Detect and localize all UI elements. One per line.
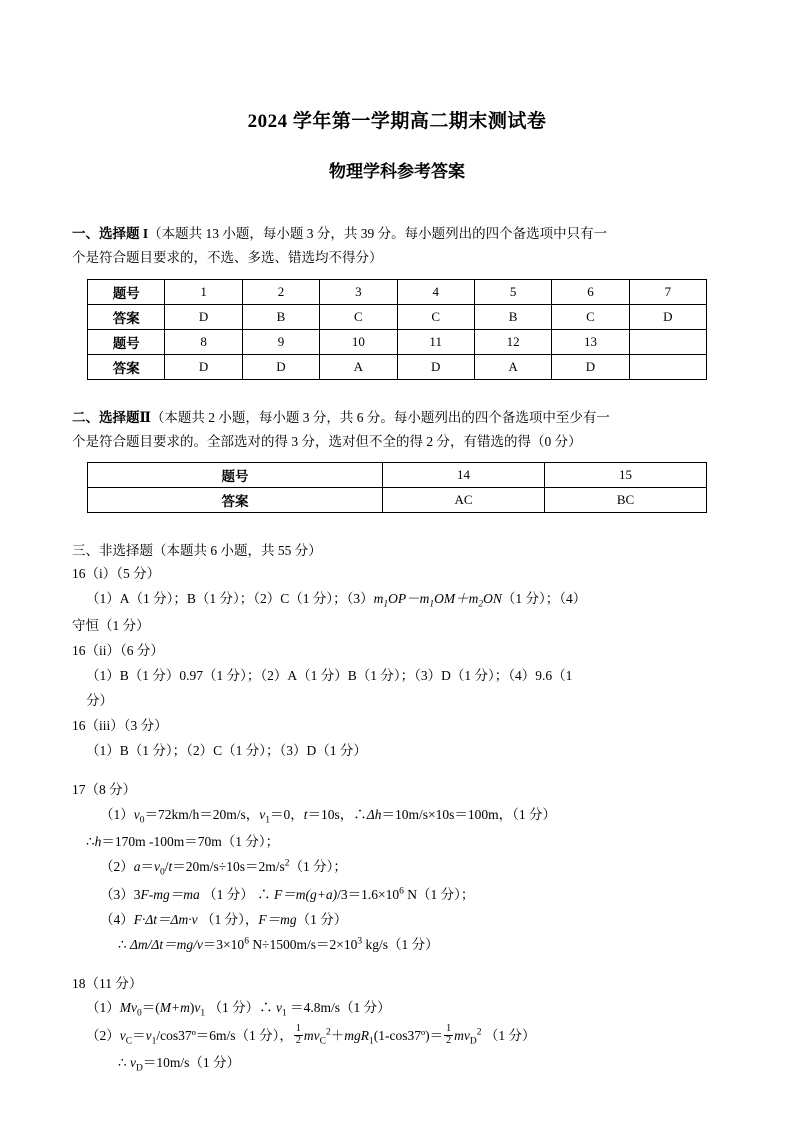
cell-q4: 4 xyxy=(397,280,474,305)
q17-line-6: ∴ $\Delta m/\Delta t=mg/v=3\times 10^6$ $N\div 1500m/s=2\times 10^3$ kg/s（1 分） xyxy=(118,936,439,952)
q17-line-3: $(2)a=v_0/t=20m/s\div 10s=2m/s^2(1$ 分）； xyxy=(100,858,347,879)
section-1-heading-bold: 一、选择题 I xyxy=(72,226,149,241)
cell-a14: AC xyxy=(382,487,544,512)
section-3-heading-bold: 三、非选择题 xyxy=(72,542,153,558)
q18-line-1: $(1)Mv_0=(M+m)v_1$ （1 分）∴ $v_1 =4.8m/s(1$ 分） xyxy=(86,1000,391,1020)
cell-a3: C xyxy=(320,305,397,330)
cell-a9: D xyxy=(242,355,319,380)
table-row xyxy=(88,487,707,512)
cell-q-empty xyxy=(629,330,706,355)
section-2-heading-bold: 二、选择题Ⅱ xyxy=(72,410,151,426)
cell-a10: A xyxy=(320,355,397,380)
section-3-heading-rest: （本题共 6 小题，共 55 分） xyxy=(153,542,322,558)
q17-heading: 17（8 分） xyxy=(72,782,137,798)
cell-q11: 11 xyxy=(397,330,474,355)
q18-heading: 18（11 分） xyxy=(72,975,143,991)
row2-label-answer: 答案 xyxy=(88,487,383,512)
page-subtitle: 物理学科参考答案 xyxy=(329,162,465,181)
cell-q10: 10 xyxy=(320,330,397,355)
row-label-answer: 答案 xyxy=(88,305,165,330)
row-label-answer-2: 答案 xyxy=(88,355,165,380)
cell-a5: B xyxy=(474,305,551,330)
q18-line-2: $(2)v_C=v_1/\cos 37º=6m/s(1$ 分）， $\frac{1}{2}$ $mv_C^2+mgR_1(1-\cos 37º)=$ $\frac{1}{2}$ $mv_D^2$ （1 分） xyxy=(86,1023,536,1047)
row-label-question-no-2: 题号 xyxy=(88,330,165,355)
q16-i-line-1 xyxy=(72,587,722,614)
cell-q12: 12 xyxy=(474,330,551,355)
cell-q5: 5 xyxy=(474,280,551,305)
section-2-heading-rest: （本题共 2 小题，每小题 3 分，共 6 分。每小题列出的四个备选项中至少有一 xyxy=(150,410,610,426)
cell-q14: 14 xyxy=(382,462,544,487)
cell-a-empty xyxy=(629,355,706,380)
q16-ii-heading: 16（ii）（6 分） xyxy=(72,643,164,659)
choice-answers-table-1 xyxy=(87,279,707,380)
q16-i-line-2: 守恒（1 分） xyxy=(72,618,150,634)
row-label-question-no: 题号 xyxy=(88,280,165,305)
cell-a12: A xyxy=(474,355,551,380)
table-row xyxy=(88,355,707,380)
table-row xyxy=(88,462,707,487)
cell-a8: D xyxy=(165,355,242,380)
cell-a13: D xyxy=(552,355,629,380)
fraction-half-1: $\frac{1}{2}$ xyxy=(295,1023,301,1047)
cell-a4: C xyxy=(397,305,474,330)
fraction-half-2: $\frac{1}{2}$ xyxy=(446,1023,452,1047)
q16-i-heading: 16（i）（5 分） xyxy=(72,566,161,582)
page-title: 2024 学年第一学期高二期末测试卷 xyxy=(247,111,547,132)
q16-i-line-1-b: （1 分）；（4） xyxy=(501,591,587,607)
section-2-heading-line2: 个是符合题目要求的。全部选对的得 3 分，选对但不全的得 2 分，有错选的得（0 分） xyxy=(72,433,582,449)
q17-line-5: （4）F·Δt＝Δm·v （1 分），F＝mg（1 分） xyxy=(100,911,348,927)
table-row xyxy=(88,305,707,330)
cell-a11: D xyxy=(397,355,474,380)
q17-line-2: ∴h＝170m -100m＝70m（1 分）； xyxy=(86,834,280,850)
q16-i-line-1-a: （1）A（1 分）；B（1 分）；（2）C（1 分）；（3） xyxy=(86,591,374,607)
cell-a6: C xyxy=(552,305,629,330)
cell-q3: 3 xyxy=(320,280,397,305)
q16-iii-line-1: （1）B（1 分）；（2）C（1 分）；（3）D（1 分） xyxy=(86,743,367,759)
q18-line-3: ∴ $v_D=10m/s(1$ 分） xyxy=(118,1054,240,1074)
section-2-heading xyxy=(72,406,722,453)
q16-i-formula: $m_1OP-m_1OM+m_2ON$ xyxy=(373,591,502,610)
q17-line-4: （3）3F-mg＝ma （1 分） ∴ $F=m(g+a)/3=1.6\times 10^6$ N（1 分）； xyxy=(100,886,475,902)
cell-q7: 7 xyxy=(629,280,706,305)
cell-q9: 9 xyxy=(242,330,319,355)
cell-a2: B xyxy=(242,305,319,330)
q16-ii-line-1: （1）B（1 分）0.97（1 分）；（2）A（1 分）B（1 分）；（3）D（1 分）；（4）9.6（1 xyxy=(86,668,573,684)
cell-q8: 8 xyxy=(165,330,242,355)
section-1-heading-rest: （本题共 13 小题，每小题 3 分，共 39 分。每小题列出的四个备选项中只有一 xyxy=(148,226,608,241)
q16-ii-line-2: 分） xyxy=(86,693,113,709)
cell-a15: BC xyxy=(544,487,706,512)
table-row xyxy=(88,280,707,305)
section-3-heading xyxy=(72,539,722,563)
cell-a7: D xyxy=(629,305,706,330)
section-1-heading-line2: 个是符合题目要求的，不选、多选、错选均不得分） xyxy=(72,249,383,265)
cell-q6: 6 xyxy=(552,280,629,305)
q17-line-1: $(1)v_0=72km/h=20m/s$，$v_1=0$，t＝10s，∴Δh＝10m/s×10s＝100m，（1 分） xyxy=(100,807,556,826)
row2-label-question-no: 题号 xyxy=(88,462,383,487)
cell-q2: 2 xyxy=(242,280,319,305)
q16-iii-heading: 16（iii）（3 分） xyxy=(72,718,168,734)
section-1-heading xyxy=(72,222,722,269)
table-row xyxy=(88,330,707,355)
cell-q13: 13 xyxy=(552,330,629,355)
choice-answers-table-2 xyxy=(87,462,707,513)
cell-q15: 15 xyxy=(544,462,706,487)
cell-q1: 1 xyxy=(165,280,242,305)
cell-a1: D xyxy=(165,305,242,330)
